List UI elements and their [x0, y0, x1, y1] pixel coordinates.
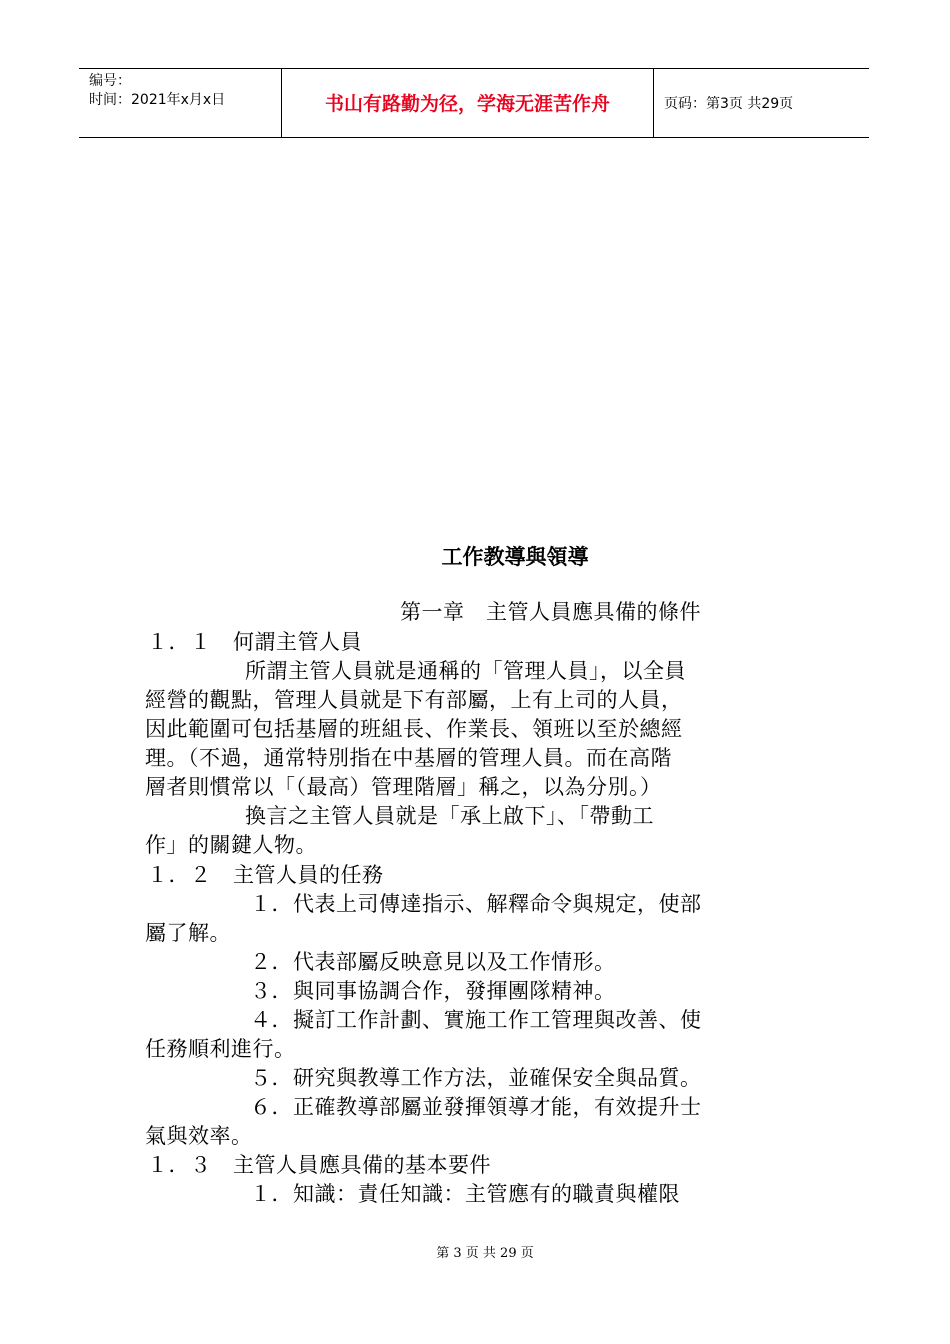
paragraph-line: 經營的觀點，管理人員就是下有部屬，上有上司的人員， [145, 688, 683, 712]
document-number-label: 编号： [89, 73, 131, 89]
list-item-continuation: 任務順利進行。 [145, 1037, 296, 1061]
list-item: ６．正確教導部屬並發揮領導才能，有效提升士 [250, 1095, 702, 1119]
header-motto: 书山有路勤为径，学海无涯苦作舟 [324, 93, 610, 115]
document-title: 工作教導與領導 [441, 545, 589, 569]
header-meta-cell [79, 69, 282, 137]
document-time-label: 时间：2021年x月x日 [89, 92, 226, 108]
section-heading: １．１ 何謂主管人員 [147, 630, 362, 654]
paragraph-line: 層者則慣常以「（最高）管理階層」稱之，以為分別。） [145, 775, 662, 799]
header-page-cell [654, 69, 869, 137]
paragraph-line: 換言之主管人員就是「承上啟下」、「帶動工 [245, 804, 654, 828]
list-item: ４．擬訂工作計劃、實施工作工管理與改善、使 [250, 1008, 702, 1032]
page-footer: 第 3 页 共 29 页 [436, 1246, 534, 1261]
list-item-continuation: 屬了解。 [145, 921, 231, 945]
list-item: １．知識：責任知識：主管應有的職責與權限 [250, 1182, 680, 1206]
header-motto-cell [282, 69, 654, 137]
header-page-info: 页码：第3页 共29页 [664, 96, 794, 112]
list-item-continuation: 氣與效率。 [145, 1124, 253, 1148]
list-item: ３．與同事協調合作，發揮團隊精神。 [250, 979, 616, 1003]
list-item: ２．代表部屬反映意見以及工作情形。 [250, 950, 616, 974]
page-header [79, 68, 869, 138]
paragraph-line: 所謂主管人員就是通稱的「管理人員」，以全員 [245, 659, 686, 683]
paragraph-line: 作」的關鍵人物。 [145, 833, 317, 857]
paragraph-line: 理。（不過，通常特別指在中基層的管理人員。而在高階 [145, 746, 672, 770]
list-item: １．代表上司傳達指示、解釋命令與規定，使部 [250, 892, 702, 916]
section-heading: １．３ 主管人員應具備的基本要件 [147, 1153, 491, 1177]
section-heading: １．２ 主管人員的任務 [147, 863, 384, 887]
chapter-heading: 第一章 主管人員應具備的條件 [400, 600, 701, 624]
paragraph-line: 因此範圍可包括基層的班組長、作業長、領班以至於總經 [145, 717, 683, 741]
list-item: ５．研究與教導工作方法，並確保安全與品質。 [250, 1066, 702, 1090]
